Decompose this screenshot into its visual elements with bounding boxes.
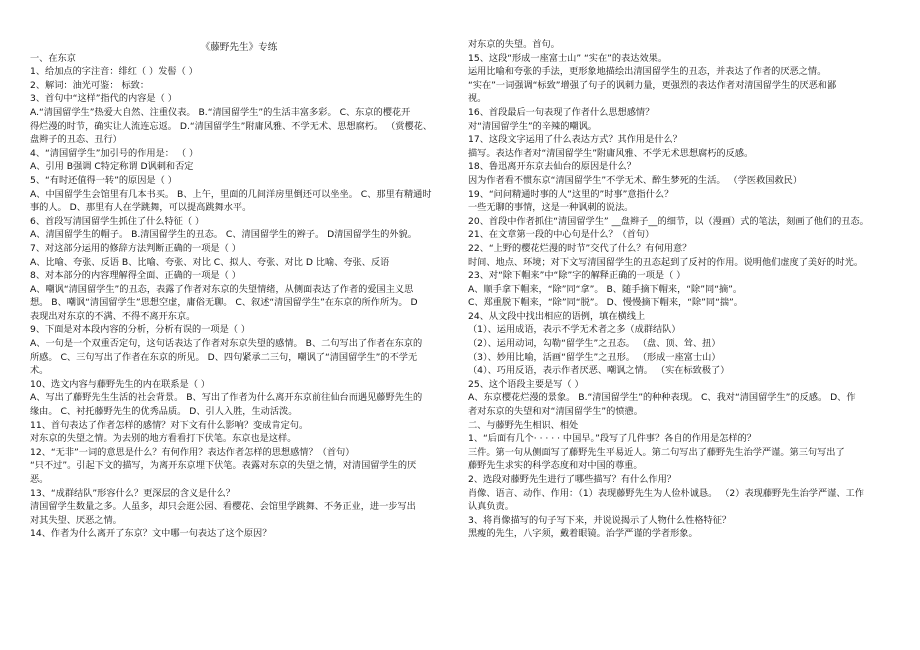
right-text-line: 16、首段最后一句表现了作者什么思想感情？: [468, 106, 655, 118]
left-text-line: 6、首段写清国留学生抓住了什么特征（ ）: [30, 215, 205, 227]
right-text-line: C、郑重脱下帽来，“除”同“脱”。 D、慢慢摘下帽来，“除”同“揣”。: [468, 297, 743, 309]
right-text-line: 肖像、语言、动作、作用：（1）表现藤野先生为人俭朴诚恳。 （2）表现藤野先生治学严谨、工作: [468, 487, 864, 499]
left-text-line: A.“清国留学生”热爱大自然、注重仪表。 B.“清国留学生”的生活丰富多彩。 C、东京的樱花开: [30, 106, 411, 118]
left-text-line: [30, 38, 448, 52]
right-text-line: 3、将肖像描写的句子写下来，并说说揭示了人物什么性格特征？: [468, 514, 732, 526]
left-text-line: 想。 B、嘲讽“清国留学生”思想空虚，庸俗无聊。 C、叙述“清国留学生”在东京的所作所为。 D: [30, 297, 418, 309]
right-text-line: 19、“问问精通时事的人”这里的”时事”意指什么？: [468, 188, 674, 200]
right-text-line: 视。: [468, 93, 487, 105]
right-text-line: 因为作者看不惯东京“清国留学生”不学无术、醉生梦死的生活。 （学医救国救民）: [468, 174, 803, 186]
left-text-line: 清国留学生数量之多。人虽多，却只会逛公园、看樱花、会馆里学跳舞、不务正业，进一步写出: [30, 501, 416, 513]
right-text-line: 21、在文章第一段的中心句是什么？（首句）: [468, 229, 655, 241]
right-text-line: （4）、巧用反语，表示作者厌恶、嘲讽之情。 （实在标致极了）: [468, 365, 730, 377]
right-text-line: A、顺手拿下帽来，“除”同“拿”。 B、随手摘下帽来，“除”同“摘”。: [468, 283, 743, 295]
right-text-line: 15、这段“形成一座富士山” “实在”的表达效果。: [468, 52, 668, 64]
left-text-line: 13、“成群结队”形容什么？更深层的含义是什么？: [30, 487, 235, 499]
left-text-line: 缘由。 C、衬托藤野先生的优秀品质。 D、引人入胜，生动活泼。: [30, 406, 298, 418]
right-text-line: 25、这个语段主要是写（ ）: [468, 378, 584, 390]
right-text-line: 描写。表达作者对“清国留学生”附庸风雅、不学无术思想腐朽的反感。: [468, 147, 754, 159]
left-text-line: A、嘲讽“清国留学生”的丑态，表露了作者对东京的失望情绪，从侧面表达了作者的爱国主义思: [30, 283, 414, 295]
right-text-line: （2）、运用动词，勾勒“留学生”之丑态。 （盘、顶、耸、扭）: [468, 338, 721, 350]
right-text-line: 认真负责。: [468, 501, 514, 513]
right-text-line: 二、与藤野先生相识、相处: [468, 419, 579, 431]
right-text-line: 1、“后面有几个· · · · · 中国早。”段写了几件事？各自的作用是怎样的？: [468, 433, 757, 445]
right-column: [468, 38, 886, 541]
right-text-line: 2、选段对藤野先生进行了哪些描写？有什么作用？: [468, 474, 676, 485]
right-text-line: （3）、妙用比喻，活画“留学生”之丑形。 （形成一座富士山）: [468, 351, 721, 363]
left-text-line: 9、下面是对本段内容的分析，分析有误的一项是（ ）: [30, 324, 251, 336]
left-text-line: 2、解词：油光可鉴： 标致：: [30, 79, 150, 91]
left-text-line: 恶。: [30, 474, 49, 485]
left-text-line: 5、“有时还值得一转”的原因是（ ）: [30, 174, 177, 186]
left-text-line: A、引用 B强调 C特定称谓 D讽刺和否定: [30, 161, 194, 173]
left-text-line: 表现出对东京的不满、不得不离开东京。: [30, 310, 196, 322]
right-text-line: 17、这段文字运用了什么表达方式？其作用是什么？: [468, 134, 682, 146]
left-text-line: A、比喻、夸张、反语 B、比喻、夸张、对比 C、拟人、夸张、对比 D 比喻、夸张、反语: [30, 256, 390, 268]
right-text-line: 22、“上野的樱花烂漫的时节”交代了什么？有何用意？: [468, 242, 692, 254]
left-text-line: 10、选文内容与藤野先生的内在联系是（ ）: [30, 378, 210, 390]
left-column: [30, 38, 448, 541]
right-text-line: 18、鲁迅离开东京去仙台的原因是什么？: [468, 161, 636, 173]
right-text-line: 23、对“除下帽来”中“除”字的解释正确的一项是（ ）: [468, 270, 686, 282]
right-text-line: 24、从文段中找出相应的语例，填在横线上: [468, 310, 646, 322]
worksheet-title: 《藤野先生》专练: [200, 42, 278, 53]
left-text-line: 4、“清国留学生”加引号的作用是： （ ）: [30, 147, 199, 159]
left-text-line: 得烂漫的时节，确实让人流连忘返。 D.“清国留学生”附庸风雅、不学无术、思想腐朽。 （赏樱花、: [30, 120, 433, 132]
left-text-line: “只不过”。引起下文的描写，为离开东京埋下伏笔。表露对东京的失望之情，对清国留学生的厌: [30, 460, 417, 472]
right-text-line: 一些无聊的事情，这是一种讽刺的说法。: [468, 202, 634, 214]
left-text-line: 盘辫子的丑态、丑行）: [30, 134, 122, 146]
left-text-line: A、写出了藤野先生生活的社会背景。 B、写出了作者为什么离开东京前往仙台而遇见藤野先生的: [30, 392, 423, 404]
left-text-line: 1、给加点的字注音：绯红（ ）发髻（ ）: [30, 66, 198, 78]
left-text-line: 一、在东京: [30, 52, 76, 64]
right-text-line: 时间、地点、环境；对下文写清国留学生的丑态起到了反衬的作用。说明他们虚度了美好的时光。: [468, 256, 864, 268]
left-text-line: 所感。 C、三句写出了作者在东京的所见。 D、四句紧承二三句，嘲讽了“清国留学生”的不学无: [30, 351, 418, 363]
left-text-line: 对东京的失望之情。为去别的地方看看打下伏笔。东京也是这样。: [30, 433, 297, 445]
left-text-line: 7、对这部分运用的修辞方法判断正确的一项是（ ）: [30, 242, 241, 254]
left-text-line: 11、首句表达了作者怎样的感情？对下文有什么影响？变成肯定句。: [30, 419, 309, 431]
right-text-line: （1）、运用成语，表示不学无术者之多（成群结队）: [468, 324, 681, 336]
right-text-line: 对东京的失望。首句。: [468, 39, 560, 50]
right-text-line: 运用比喻和夸张的手法，更形象地描绘出清国留学生的丑态，并表达了作者的厌恶之情。: [468, 66, 827, 78]
left-text-line: 对其失望、厌恶之情。: [30, 514, 122, 526]
right-text-line: 黑瘦的先生，八字须，戴着眼镜。治学严谨的学者形象。: [468, 528, 698, 540]
left-text-line: A、清国留学生的帽子。 B.清国留学生的丑态。 C、清国留学生的辫子。 D清国留学生的外貌。: [30, 229, 417, 241]
right-text-line: 者对东京的失望和对“清国留学生”的愤懑。: [468, 406, 643, 418]
left-text-line: A、中国留学生会馆里有几本书买。 B、上午，里面的几间洋房里倒还可以坐坐。 C、那里有精通时: [30, 188, 432, 200]
right-text-line: 三件。第一句从侧面写了藤野先生平易近人。第二句写出了藤野先生治学严谨。第三句写出了: [468, 446, 845, 458]
left-text-line: 8、对本部分的内容理解得全面、正确的一项是（ ）: [30, 270, 241, 282]
right-text-line: A、东京樱花烂漫的景象。 B.“清国留学生”的种种表现。 C、我对“清国留学生”的反感。 D、作: [468, 392, 856, 404]
left-text-line: A、一句是一个双重否定句，这句话表达了作者对东京失望的感情。 B、二句写出了作者在东京的: [30, 338, 423, 350]
right-text-line: 20、首段中作者抓住“清国留学生” __盘辫子__的细节，以（漫画）式的笔法，刻画了他们的丑态。: [468, 215, 869, 227]
right-text-line: “实在”一词强调“标致”增强了句子的讽刺力量，更强烈的表达作者对清国留学生的厌恶和鄙: [468, 79, 837, 91]
left-text-line: 事的人。 D、那里有人在学跳舞，可以提高跳舞水平。: [30, 202, 252, 214]
left-text-line: 14、作者为什么离开了东京？文中哪一句表达了这个原因？: [30, 528, 272, 540]
right-text-line: 对“清国留学生”的辛辣的嘲讽。: [468, 120, 597, 132]
left-text-line: 3、首句中“这样”指代的内容是（ ）: [30, 93, 177, 105]
right-text-line: 藤野先生求实的科学态度和对中国的尊重。: [468, 460, 643, 472]
left-text-line: 12、“无非”一词的意思是什么？有何作用？表达作者怎样的思想感情？（首句）: [30, 446, 355, 458]
left-text-line: 术。: [30, 365, 49, 377]
